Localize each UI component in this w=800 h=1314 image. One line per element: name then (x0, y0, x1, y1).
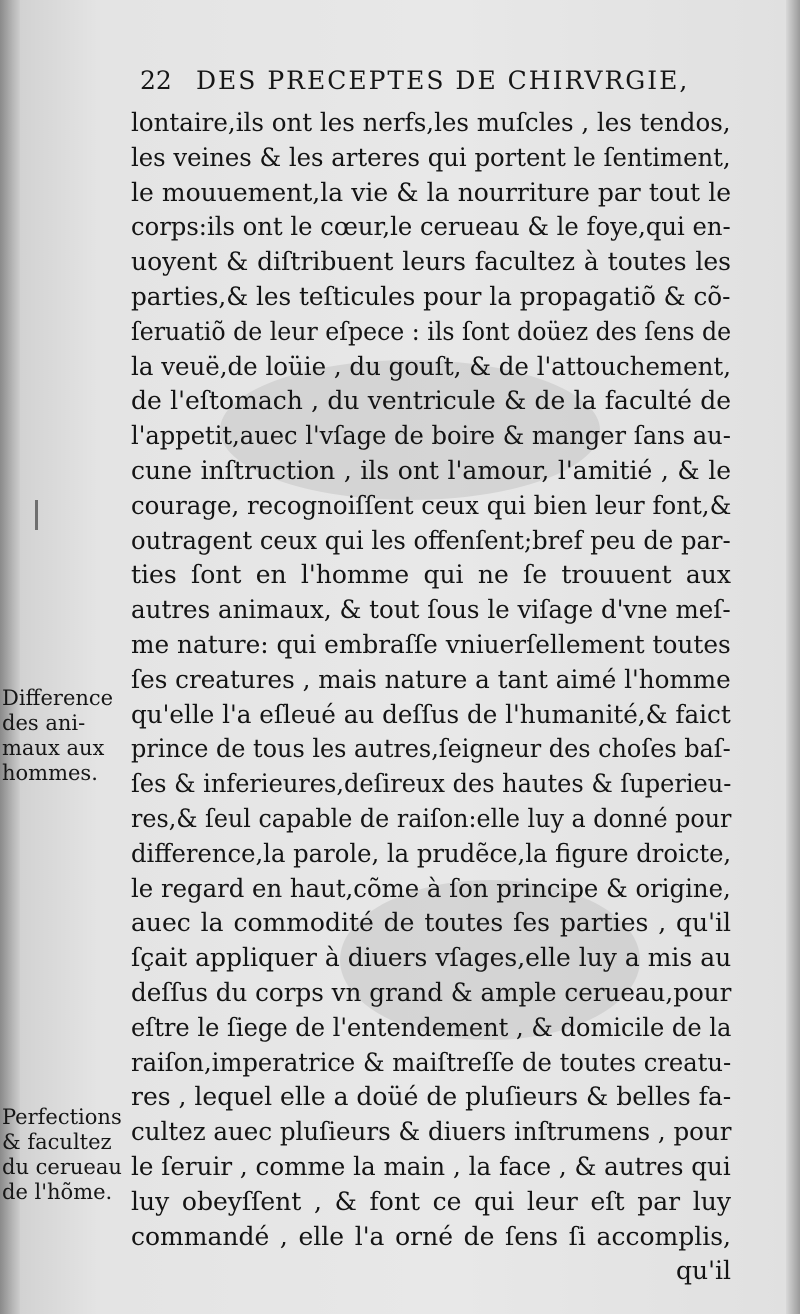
text-line: uoyent & diſtribuent leurs facultez à toutes les (131, 247, 731, 277)
margin-note-line: de l'hõme. (2, 1180, 113, 1204)
text-line: autres animaux, & tout ſous le viſage d'vne meſ- (131, 595, 731, 625)
margin-note-line: maux aux (2, 736, 105, 760)
margin-note-line: Difference (2, 686, 114, 710)
text-line: ſçait appliquer à diuers vſages,elle luy a mis au (131, 943, 732, 973)
catchword-block (131, 1254, 731, 1289)
catchword: qu'il (676, 1256, 731, 1285)
text-line: difference,la parole, la prudẽce,la figure droicte, (131, 838, 732, 868)
text-line: ties ſont en l'homme qui ne ſe trouuent aux (131, 560, 731, 590)
margin-note-line: du cerueau (2, 1155, 122, 1179)
text-line: ſes & inferieures,deſireux des hautes & ſuperieu- (131, 769, 732, 799)
text-line: lontaire,ils ont les nerfs,les muſcles , les tendos, (131, 108, 731, 137)
text-line: eſtre le ſiege de l'entendement , & domicile de la (131, 1012, 732, 1042)
text-line: le mouuement,la vie & la nourriture par tout le (131, 177, 731, 207)
text-line: qu'elle l'a eſleué au deſſus de l'humanité,& faict (131, 699, 731, 729)
text-line: l'appetit,auec l'vſage de boire & manger ſans au- (131, 421, 731, 451)
text-line: courage, recognoiſſent ceux qui bien leur font,& (131, 490, 732, 520)
text-line: ſes creatures , mais nature a tant aimé l'homme (131, 664, 731, 694)
margin-note-line: hommes. (2, 761, 98, 785)
text-line: commandé , elle l'a orné de ſens ſi accomplis, (131, 1221, 731, 1251)
body-text (131, 106, 731, 1254)
text-line: luy obeyſſent , & font ce qui leur eſt par luy (131, 1186, 731, 1216)
page-header (140, 66, 700, 102)
text-line: me nature: qui embraſſe vniuerſellement toutes (131, 629, 731, 659)
text-line: la veuë,de loüie , du gouſt, & de l'attouchement, (131, 351, 732, 381)
text-line: cultez auec pluſieurs & diuers inſtrumens , pour (131, 1117, 732, 1147)
margin-note-perfections (2, 1105, 124, 1205)
text-line: le ſeruir , comme la main , la face , & autres qui (131, 1151, 731, 1181)
text-line: de l'eſtomach , du ventricule & de la faculté de (131, 386, 731, 416)
text-line: deſſus du corps vn grand & ample cerueau,pour (131, 977, 732, 1007)
text-line: le regard en haut,cõme à ſon principe & origine, (131, 873, 731, 903)
margin-note-line: des ani- (2, 711, 86, 735)
margin-ink-mark (35, 500, 38, 530)
text-line: prince de tous les autres,ſeigneur des choſes baſ- (131, 734, 731, 764)
text-line: les veines & les arteres qui portent le ſentiment, (131, 142, 731, 172)
text-line: outragent ceux qui les offenſent;bref peu de par- (131, 525, 731, 555)
margin-note-line: Perfections (2, 1105, 122, 1129)
running-title: DES PRECEPTES DE CHIRVRGIE, (195, 66, 690, 95)
page-number: 22 (140, 66, 172, 95)
text-line: cune inſtruction , ils ont l'amour, l'amitié , & le (131, 455, 731, 485)
text-line: raiſon,imperatrice & maiſtreſſe de toutes creatu- (131, 1047, 732, 1077)
text-line: res,& ſeul capable de raiſon:elle luy a donné pour (131, 803, 732, 833)
text-line: corps:ils ont le cœur,le cerueau & le foye,qui en- (131, 212, 731, 242)
margin-note-difference (2, 686, 124, 786)
text-line: res , lequel elle a doüé de pluſieurs & belles fa- (131, 1082, 732, 1112)
margin-note-line: & facultez (2, 1130, 112, 1154)
text-line: auec la commodité de toutes ſes parties , qu'il (131, 908, 731, 938)
text-line: parties,& les teſticules pour la propagatiõ & cõ- (131, 281, 731, 311)
page-edge-shadow (786, 0, 800, 1314)
text-line: ſeruatiõ de leur eſpece : ils ſont doüez des ſens de (131, 316, 732, 346)
